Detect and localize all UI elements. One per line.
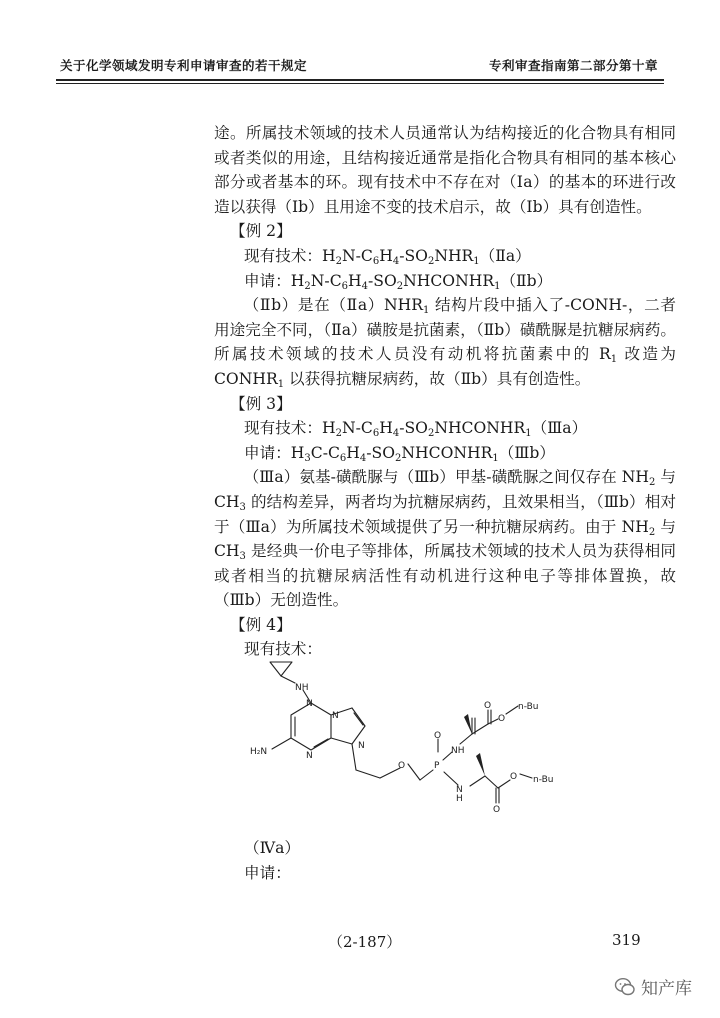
wechat-icon <box>614 976 636 998</box>
formula-subscript: 6 <box>339 452 347 464</box>
running-header-right: 专利审查指南第二部分第十章 <box>488 58 658 73</box>
atom-label-n3: N <box>306 751 313 761</box>
application-label: 申请： <box>244 443 291 462</box>
formula-text: 的结构差异，两者均为抗糖尿病药，且效果相当，（Ⅲb）相对于（Ⅲa）为所属技术领域提供了另一种抗糖尿病药。由于 NH <box>214 492 676 536</box>
header-rule-thick <box>56 79 664 81</box>
formula-text: 结构片段中插入了-CONH-，二者用途完全不同，（Ⅱa）磺胺是抗菌素，（Ⅱb）磺酰脲是抗糖尿病药。所属技术领域的技术人员没有动机将抗菌素中的 R <box>214 296 676 364</box>
example-3-title: 【例 3】 <box>230 394 292 413</box>
formula-text: H <box>348 271 362 290</box>
atom-label-phosphoryl-o: O <box>434 731 442 741</box>
atom-label-upper-nh: NH <box>451 746 465 756</box>
atom-label-upper-ester-o: O <box>498 714 506 724</box>
formula-subscript: 4 <box>361 280 368 292</box>
formula-text: NHR <box>434 246 474 265</box>
formula-subscript: 1 <box>494 280 501 292</box>
lower-stereo-wedge <box>476 753 485 776</box>
formula-subscript: 1 <box>492 452 499 464</box>
formula-text: N-C <box>341 419 373 438</box>
page-code: （2-187） <box>328 933 402 951</box>
formula-text: N-C <box>341 246 373 265</box>
atom-label-nh: NH <box>295 683 309 693</box>
formula-subscript: 6 <box>372 255 380 267</box>
example-4-prior-art: 现有技术： <box>244 640 322 659</box>
formula-subscript: 6 <box>372 428 380 440</box>
formula-text: 与 CH <box>214 468 676 511</box>
formula-subscript: 2 <box>648 526 656 538</box>
formula-text: NHCONHR <box>403 271 495 290</box>
formula-subscript: 4 <box>359 452 367 464</box>
formula-text: -SO <box>399 246 428 265</box>
example-4-title: 【例 4】 <box>230 615 292 634</box>
formula <box>321 419 588 440</box>
atom-label-lower-h: H <box>456 794 463 804</box>
chemical-structure-figure <box>240 640 580 830</box>
atom-label-lower-carbonyl-o: O <box>493 805 501 815</box>
formula-text: H <box>346 443 360 462</box>
formula-text: 是经典一价电子等排体，所属技术领域的技术人员为获得相同或者相当的抗糖尿病活性有动机进行这种电子等排体置换，故（Ⅲb）无创造性。 <box>214 542 676 610</box>
example-2-title: 【例 2】 <box>230 222 292 241</box>
example-3-application <box>214 441 676 466</box>
formula-subscript: 1 <box>277 378 285 390</box>
atom-label-p: P <box>434 761 440 771</box>
page-number: 319 <box>612 931 641 949</box>
formula-text: NHCONHR <box>434 419 526 438</box>
formula-subscript: 2 <box>427 428 435 440</box>
formula-subscript: 1 <box>423 305 430 317</box>
application-label: 申请： <box>244 271 291 290</box>
formula-subscript: 3 <box>239 551 246 563</box>
formula <box>291 444 555 462</box>
header-rule-thin <box>56 83 664 84</box>
paragraph-continuation: 途。所属技术领域的技术人员通常认为结构接近的化合物具有相同或者类似的用途，且结构接近通常是指化合物具有相同的基本核心部分或者基本的环。现有技术中不存在对（Ⅰa）的基本的环进行改造以获得（Ⅰb）且用途不变的技术启示，故（Ⅰb）具有创造性。 <box>214 124 676 216</box>
formula-text: N-C <box>310 271 342 290</box>
prior-art-label: 现有技术： <box>244 419 322 438</box>
label-upper-nbu: n-Bu <box>518 702 539 712</box>
cyclopropyl-ring <box>270 662 292 676</box>
formula-text: H <box>321 246 336 265</box>
formula-subscript: 1 <box>610 354 618 366</box>
example-2-application <box>214 269 676 294</box>
atom-label-n1: N <box>306 699 313 709</box>
formula-text: H <box>290 443 305 462</box>
watermark <box>614 974 692 999</box>
formula-subscript: 3 <box>239 501 246 513</box>
formula-text: H <box>379 419 393 438</box>
upper-stereo-wedge <box>464 714 472 734</box>
formula-subscript: 1 <box>473 255 480 267</box>
formula <box>291 272 552 290</box>
example-3-prior-art <box>214 416 676 441</box>
example-2-prior-art <box>214 244 676 269</box>
formula-subscript: 2 <box>427 255 435 267</box>
running-header-left: 关于化学领域发明专利申请审查的若干规定 <box>60 58 308 73</box>
formula-text: -SO <box>399 419 428 438</box>
formula-text: -SO <box>366 443 396 462</box>
atom-label-n9: N <box>358 741 365 751</box>
formula-text: （Ⅱb）是在（Ⅱa）NHR <box>243 296 423 315</box>
formula-text: C-C <box>310 443 340 462</box>
formula-text: （Ⅲa） <box>531 419 588 438</box>
page-body <box>214 121 676 662</box>
atom-label-lower-ester-o: O <box>510 772 518 782</box>
figure-caption: （Ⅳa） <box>244 839 301 857</box>
formula-subscript: 4 <box>392 255 400 267</box>
atom-label-h2n: H₂N <box>250 747 268 757</box>
formula-text: （Ⅲa）氨基-磺酰脲与（Ⅲb）甲基-磺酰脲之间仅存在 NH <box>243 468 650 487</box>
formula-text: H <box>321 419 336 438</box>
formula-text: H <box>379 246 393 265</box>
formula-subscript: 2 <box>396 280 404 292</box>
pyrimidine-ring <box>291 703 331 750</box>
formula-subscript: 6 <box>341 280 349 292</box>
formula-subscript: 2 <box>395 452 402 464</box>
formula-subscript: 2 <box>304 280 311 292</box>
prior-art-label: 现有技术： <box>244 246 322 265</box>
atom-label-n: N <box>332 711 339 721</box>
formula-text: -SO <box>368 271 397 290</box>
formula-subscript: 2 <box>335 428 342 440</box>
formula-text: 以获得抗糖尿病药，故（Ⅱb）具有创造性。 <box>284 369 591 388</box>
formula <box>322 247 531 265</box>
formula-text: （Ⅱb） <box>500 271 553 290</box>
atom-label-upper-carbonyl-o: O <box>484 701 492 711</box>
formula-subscript: 1 <box>525 428 532 440</box>
atom-label-ether-o: O <box>398 761 406 771</box>
label-lower-nbu: n-Bu <box>533 775 554 785</box>
atom-label-lower-n: N <box>456 785 463 795</box>
formula-text: （Ⅲb） <box>498 443 555 462</box>
example-2-analysis <box>214 293 676 391</box>
example-3-analysis <box>214 465 676 613</box>
formula-text: 与 CH <box>214 517 676 561</box>
formula-subscript: 2 <box>335 255 342 267</box>
formula-text: NHCONHR <box>401 443 493 462</box>
formula-subscript: 3 <box>304 452 311 464</box>
formula-text: （Ⅱa） <box>479 246 531 265</box>
formula-subscript: 4 <box>392 428 400 440</box>
watermark-text: 知产库 <box>641 979 692 999</box>
formula-text: H <box>290 271 305 290</box>
example-4-application: 申请： <box>244 864 291 882</box>
formula-subscript: 2 <box>649 477 656 489</box>
formula-text: 改造为 CONHR <box>214 345 676 388</box>
